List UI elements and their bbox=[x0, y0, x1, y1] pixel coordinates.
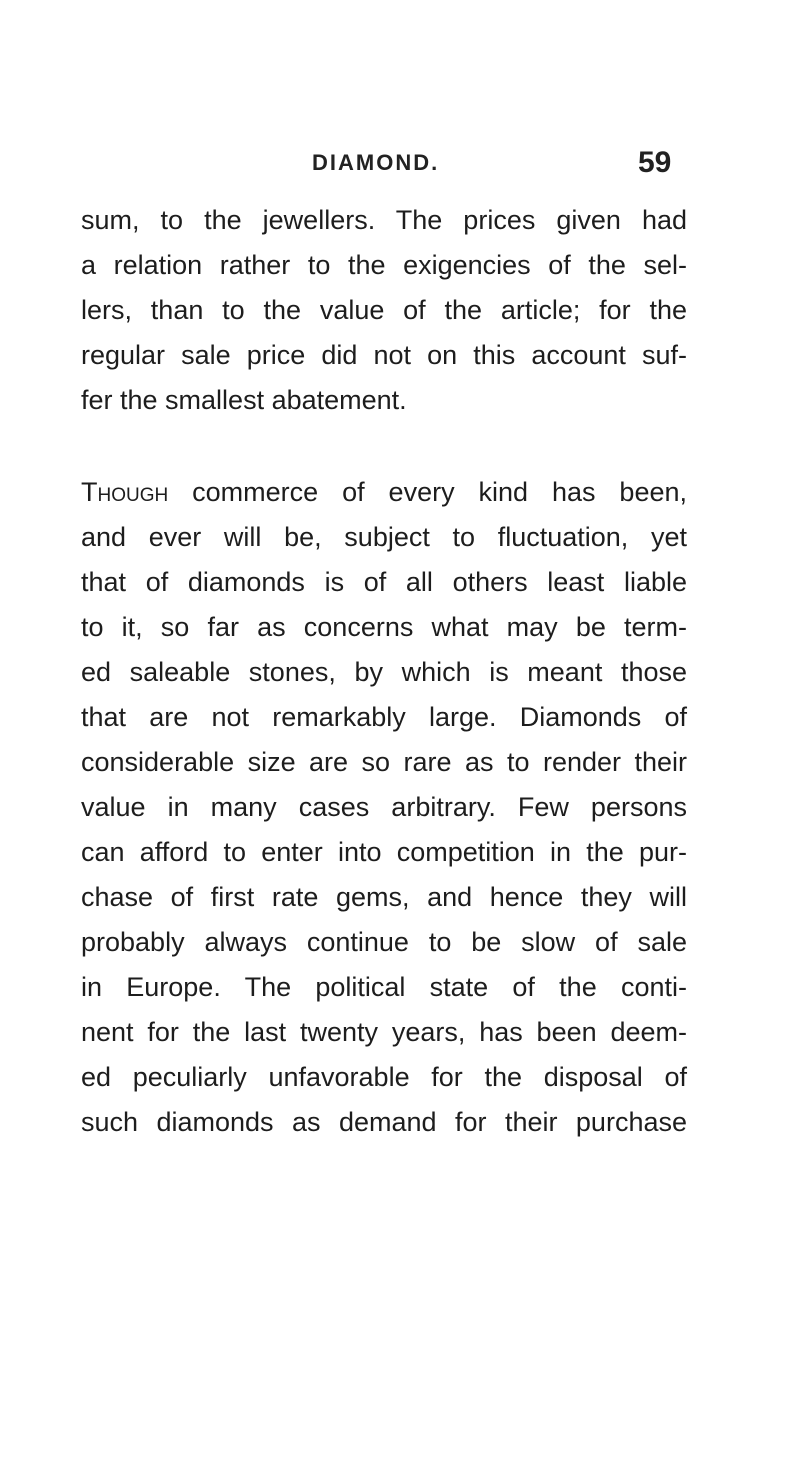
text-line: in Europe. The political state of the conti- bbox=[81, 972, 687, 1002]
text-line: ed saleable stones, by which is meant those bbox=[81, 657, 687, 687]
text-line: can afford to enter into competition in the pur- bbox=[81, 837, 687, 867]
text-line: such diamonds as demand for their purchase bbox=[81, 1107, 687, 1137]
text-line: lers, than to the value of the article; for the bbox=[81, 295, 687, 325]
text-line: that are not remarkably large. Diamonds of bbox=[81, 702, 687, 732]
running-title: DIAMOND. bbox=[312, 150, 440, 175]
text-line: considerable size are so rare as to render their bbox=[81, 747, 687, 777]
text-line: fer the smallest abatement. bbox=[81, 385, 407, 415]
line-rest: commerce of every kind has been, bbox=[168, 477, 687, 507]
paragraph-2 bbox=[81, 470, 687, 1145]
drop-word: Though bbox=[81, 477, 169, 507]
text-line: regular sale price did not on this account suf- bbox=[81, 340, 687, 370]
text-line: nent for the last twenty years, has been deem- bbox=[81, 1017, 687, 1047]
page-number: 59 bbox=[638, 146, 672, 179]
text-line: value in many cases arbitrary. Few persons bbox=[81, 792, 687, 822]
text-line: to it, so far as concerns what may be term- bbox=[81, 612, 687, 642]
paragraph-1 bbox=[81, 198, 687, 423]
text-line: sum, to the jewellers. The prices given had bbox=[81, 205, 687, 235]
body-text bbox=[81, 198, 687, 1145]
text-line: a relation rather to the exigencies of the sel- bbox=[81, 250, 687, 280]
text-line: probably always continue to be slow of sale bbox=[81, 927, 687, 957]
running-header bbox=[0, 146, 800, 186]
text-line: that of diamonds is of all others least liable bbox=[81, 567, 687, 597]
text-line: chase of first rate gems, and hence they will bbox=[81, 882, 687, 912]
paragraph-gap bbox=[81, 423, 687, 470]
text-line: ed peculiarly unfavorable for the disposal of bbox=[81, 1062, 687, 1092]
text-line bbox=[81, 470, 687, 515]
text-line: and ever will be, subject to fluctuation, yet bbox=[81, 522, 687, 552]
